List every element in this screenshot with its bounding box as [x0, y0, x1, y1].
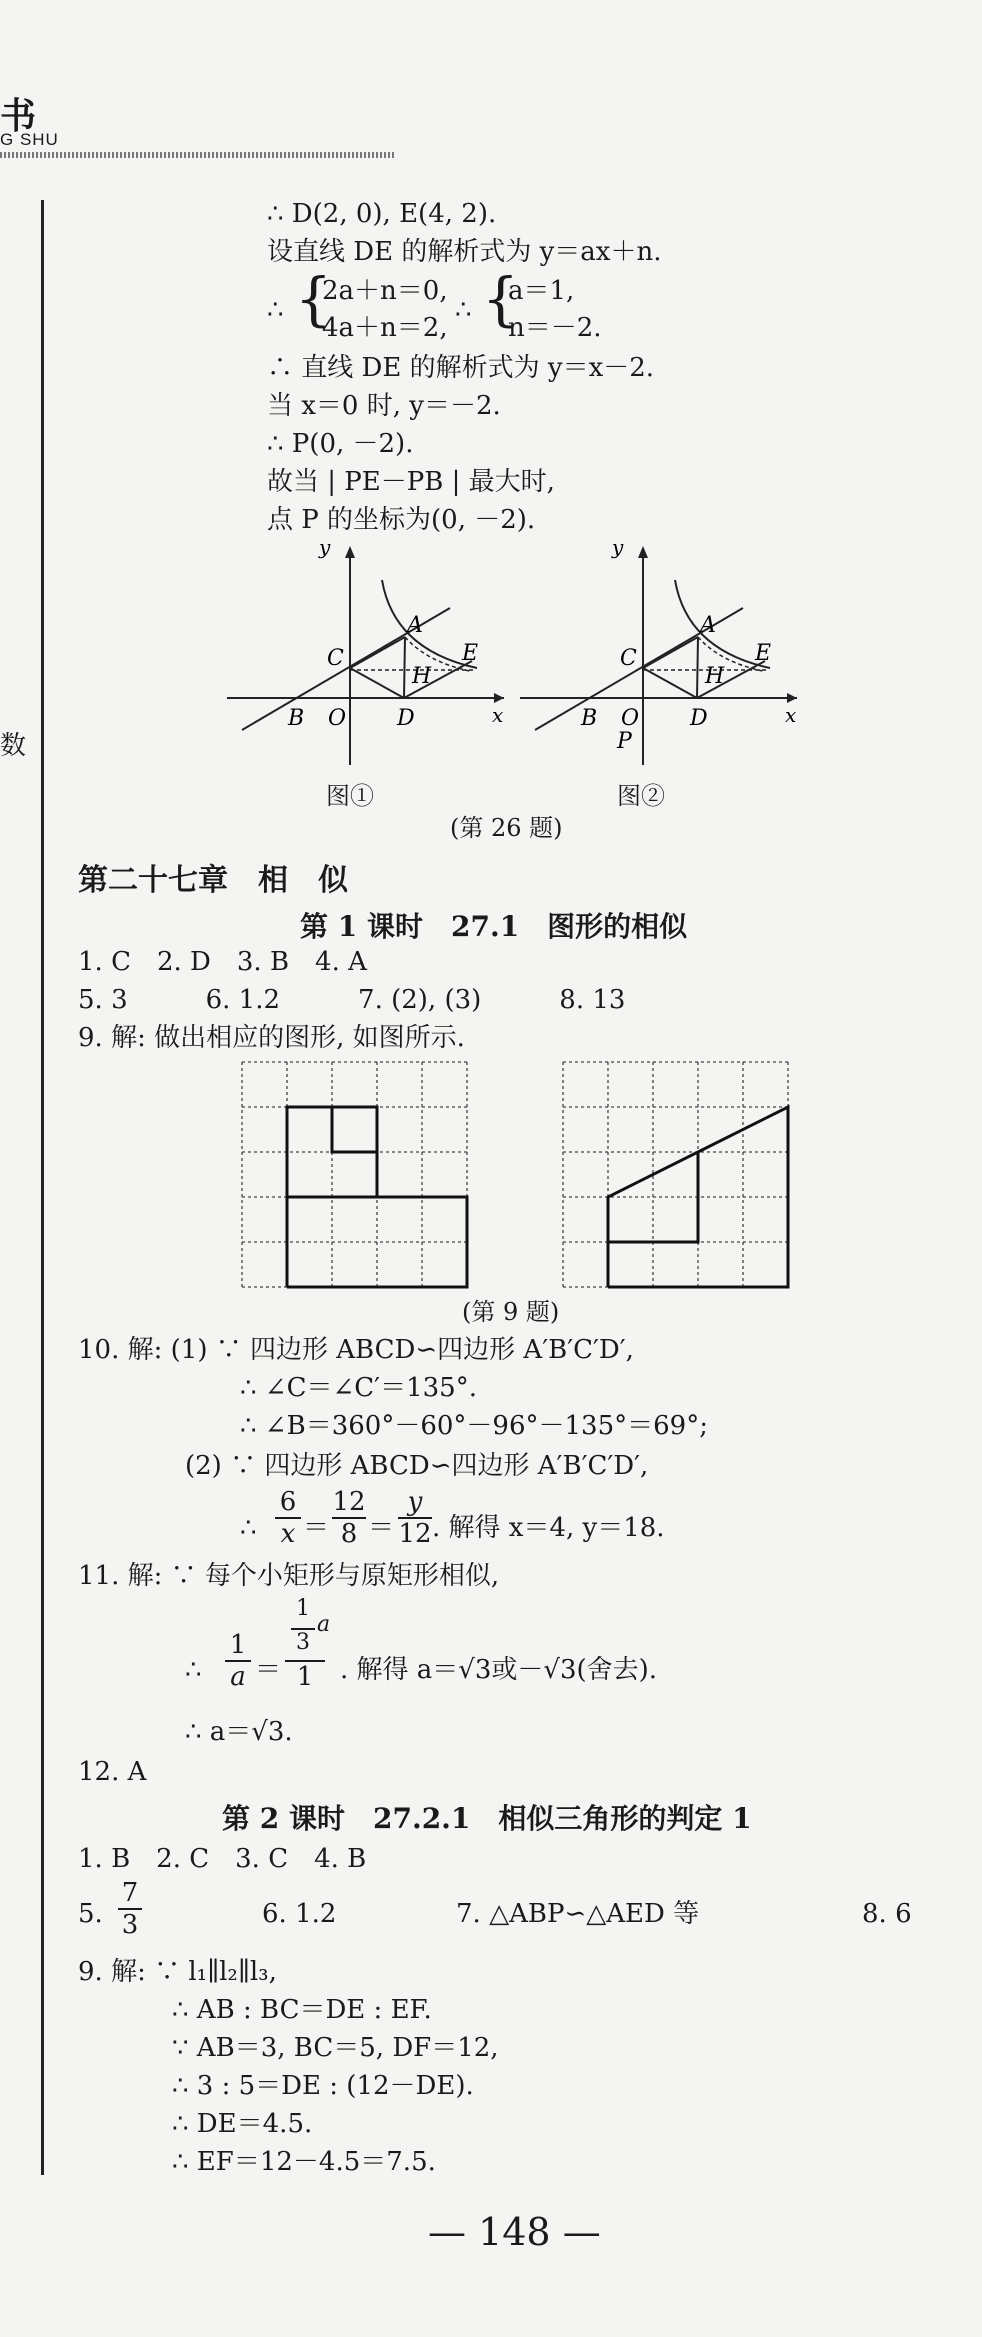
system-eq2: 4a＋n＝2, [322, 313, 448, 343]
q10-line: ∴ ∠B＝360°－60°－96°－135°＝69°; [240, 1411, 708, 1441]
fig26-caption-1: 图① [326, 782, 374, 810]
fig26-label: x [492, 703, 504, 727]
fig26-caption: (第 26 题) [450, 814, 563, 842]
q9-line: ∴ EF＝12－4.5＝7.5. [172, 2147, 436, 2177]
fig26-label: E [462, 641, 479, 666]
fig26-label: x [785, 703, 797, 727]
fig9-grid-right [563, 1062, 793, 1287]
q5-label: 5. [78, 1899, 103, 1929]
q5-fraction [118, 1878, 142, 1940]
q9-line: 9. 解: ∵ l₁∥l₂∥l₃, [78, 1957, 277, 1987]
fig26-label: y [612, 535, 624, 559]
q11-tail: . 解得 a＝√3或－√3(舍去). [340, 1655, 658, 1685]
lesson2-title: 第 2 课时 27.2.1 相似三角形的判定 1 [222, 1802, 752, 1835]
answer-line: 9. 解: 做出相应的图形, 如图所示. [78, 1023, 465, 1053]
fig26-label: C [620, 646, 637, 671]
fig26-label: C [327, 646, 344, 671]
numerator: 12 [332, 1487, 366, 1517]
q10-line: (2) ∵ 四边形 ABCD∽四边形 A′B′C′D′, [185, 1451, 649, 1481]
system-brace: { [295, 265, 332, 333]
q10-frac-2 [332, 1487, 366, 1549]
q12: 12. A [78, 1757, 147, 1787]
q9-line: ∴ AB : BC＝DE : EF. [172, 1995, 432, 2025]
equals: ＝ [303, 1513, 330, 1543]
numerator: y [407, 1487, 423, 1517]
fig26-label: O [328, 706, 347, 731]
q26-line: 设直线 DE 的解析式为 y＝ax＋n. [267, 237, 662, 267]
complex-numerator [285, 1596, 341, 1660]
q11-frac-complex [285, 1596, 341, 1692]
q10-tail: . 解得 x＝4, y＝18. [432, 1513, 665, 1543]
denominator: a [225, 1660, 251, 1692]
system-brace-2: { [482, 265, 519, 333]
q26-line: ∴ D(2, 0), E(4, 2). [267, 199, 497, 229]
q26-line: 当 x＝0 时, y＝－2. [267, 391, 501, 421]
q10-line: 10. 解: (1) ∵ 四边形 ABCD∽四边形 A′B′C′D′, [78, 1335, 634, 1365]
left-margin-rule [41, 200, 44, 2175]
q9-line: ∴ DE＝4.5. [172, 2109, 313, 2139]
denominator: 3 [118, 1908, 142, 1940]
fig26-caption-2: 图② [617, 782, 665, 810]
q10-therefore: ∴ [240, 1513, 257, 1543]
system-sol2: n＝－2. [508, 313, 602, 343]
q11-frac-1 [225, 1630, 251, 1692]
numerator: 7 [121, 1878, 139, 1908]
answer-line: 1. B 2. C 3. C 4. B [78, 1844, 367, 1874]
fig26-label: A [407, 613, 423, 638]
q11-therefore: ∴ [185, 1655, 202, 1685]
fig26-label: H [412, 664, 432, 689]
fig9-grid-left [242, 1062, 472, 1287]
header-pinyin: G SHU [0, 130, 59, 149]
fig26-label: B [288, 706, 305, 731]
inner-numerator: 1 [296, 1596, 310, 1621]
q9-line: ∵ AB＝3, BC＝5, DF＝12, [172, 2033, 499, 2063]
header-book-char: 书 [0, 95, 37, 137]
q26-line: ∴ 直线 DE 的解析式为 y＝x－2. [267, 353, 655, 383]
lesson1-title: 第 1 课时 27.1 图形的相似 [300, 910, 688, 943]
denominator: 12 [398, 1519, 432, 1549]
fig26-label: B [581, 706, 598, 731]
q11-result: ∴ a＝√3. [185, 1717, 293, 1747]
q10-frac-3 [398, 1487, 432, 1549]
answer-line: 5. 3 6. 1.2 7. (2), (3) 8. 13 [78, 985, 626, 1015]
system-eq1: 2a＋n＝0, [322, 276, 448, 306]
chapter-title: 第二十七章 相 似 [78, 863, 348, 898]
inner-a: a [317, 1612, 331, 1637]
q9-line: ∴ 3 : 5＝DE : (12－DE). [172, 2071, 474, 2101]
fig26-label: A [700, 613, 716, 638]
fig26-label: P [617, 729, 632, 754]
system-therefore: ∴ [267, 295, 284, 325]
fig26-diagram-1 [222, 535, 512, 770]
system-sol1: a＝1, [508, 276, 575, 306]
q11-line: 11. 解: ∵ 每个小矩形与原矩形相似, [78, 1561, 500, 1591]
page-number: — 148 — [428, 2210, 601, 2254]
denominator: x [275, 1517, 301, 1549]
system-therefore2: ∴ [455, 295, 472, 325]
fig26-label: O [621, 706, 640, 731]
equals: ＝ [255, 1655, 282, 1685]
fig9-caption: (第 9 题) [462, 1298, 560, 1326]
inner-denominator: 3 [291, 1628, 315, 1655]
q26-line: ∴ P(0, －2). [267, 429, 414, 459]
q10-line: ∴ ∠C＝∠C′＝135°. [240, 1373, 477, 1403]
fig26-label: E [755, 641, 772, 666]
fig26-diagram-2 [515, 535, 805, 770]
q26-line: 故当 | PE－PB | 最大时, [267, 467, 555, 497]
q6: 6. 1.2 [262, 1899, 337, 1929]
equals: ＝ [368, 1513, 395, 1543]
denominator: 1 [285, 1660, 325, 1692]
q26-line: 点 P 的坐标为(0, －2). [267, 505, 536, 535]
fig26-label: D [690, 706, 708, 731]
fig26-label: H [705, 664, 725, 689]
numerator: 6 [279, 1487, 297, 1517]
numerator: 1 [229, 1630, 247, 1660]
fig26-label: y [319, 535, 331, 559]
denominator: 8 [332, 1517, 366, 1549]
q10-frac-1 [275, 1487, 301, 1549]
fig26-label: D [397, 706, 415, 731]
q8: 8. 6 [862, 1899, 912, 1929]
header-dotted-rule [0, 152, 395, 158]
q7: 7. △ABP∽△AED 等 [456, 1899, 700, 1929]
answer-line: 1. C 2. D 3. B 4. A [78, 947, 367, 977]
margin-fragment: 数 [0, 731, 27, 761]
